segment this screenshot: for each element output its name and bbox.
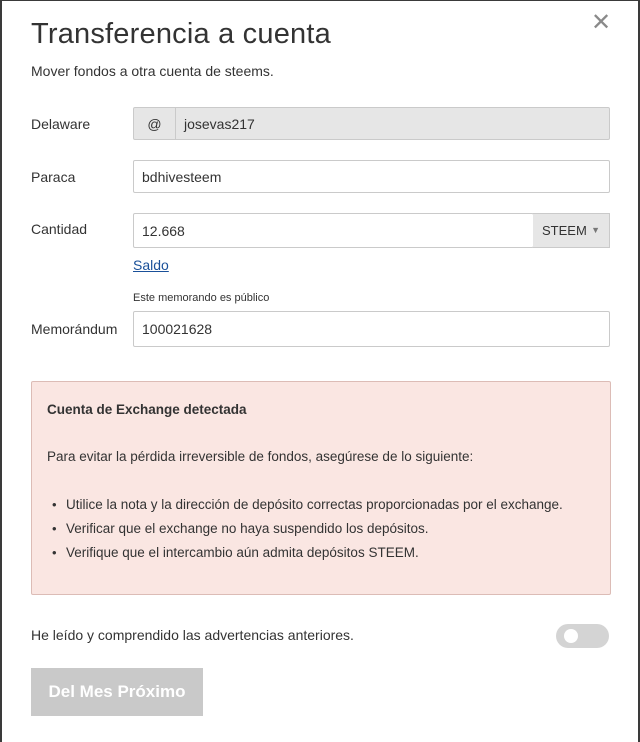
- submit-button[interactable]: Del Mes Próximo: [31, 668, 203, 716]
- close-icon[interactable]: ✕: [590, 9, 612, 36]
- memo-label: Memorándum: [31, 321, 118, 337]
- dialog-subtitle: Mover fondos a otra cuenta de steems.: [31, 63, 274, 79]
- to-account-value: bdhivesteem: [142, 168, 222, 185]
- toggle-knob: [564, 629, 578, 643]
- chevron-down-icon: ▼: [591, 225, 600, 235]
- list-item: • Verificar que el exchange no haya suspendido los depósitos.: [52, 521, 429, 536]
- from-account-value: josevas217: [184, 115, 255, 132]
- acknowledge-toggle[interactable]: [556, 624, 609, 648]
- currency-value: STEEM: [542, 223, 587, 238]
- memo-value: 100021628: [142, 321, 213, 337]
- bullet-icon: •: [52, 545, 57, 560]
- warning-list: [47, 496, 563, 568]
- balance-link[interactable]: Saldo: [133, 257, 169, 273]
- currency-select[interactable]: [533, 213, 610, 248]
- from-label: Delaware: [31, 116, 91, 132]
- bullet-icon: •: [52, 497, 57, 512]
- amount-input[interactable]: [133, 213, 534, 248]
- acknowledge-label: He leído y comprendido las advertencias anteriores.: [31, 627, 354, 643]
- amount-value: 12.668: [142, 222, 185, 239]
- list-item: • Utilice la nota y la dirección de depósito correctas proporcionadas por el exchange.: [52, 497, 563, 512]
- to-account-input[interactable]: [133, 160, 610, 193]
- list-item: • Verifique que el intercambio aún admita depósitos STEEM.: [52, 545, 419, 560]
- bullet-icon: •: [52, 521, 57, 536]
- from-account-input: [175, 107, 610, 140]
- warning-intro: Para evitar la pérdida irreversible de fondos, asegúrese de lo siguiente:: [47, 449, 474, 464]
- amount-label: Cantidad: [31, 221, 88, 237]
- exchange-warning-box: [31, 381, 611, 595]
- to-label: Paraca: [31, 169, 76, 185]
- memo-input[interactable]: [133, 311, 610, 347]
- memo-hint: Este memorando es público: [133, 292, 270, 304]
- dialog-title: Transferencia a cuenta: [31, 18, 331, 50]
- at-prefix: @: [133, 107, 176, 140]
- warning-title: Cuenta de Exchange detectada: [47, 402, 247, 417]
